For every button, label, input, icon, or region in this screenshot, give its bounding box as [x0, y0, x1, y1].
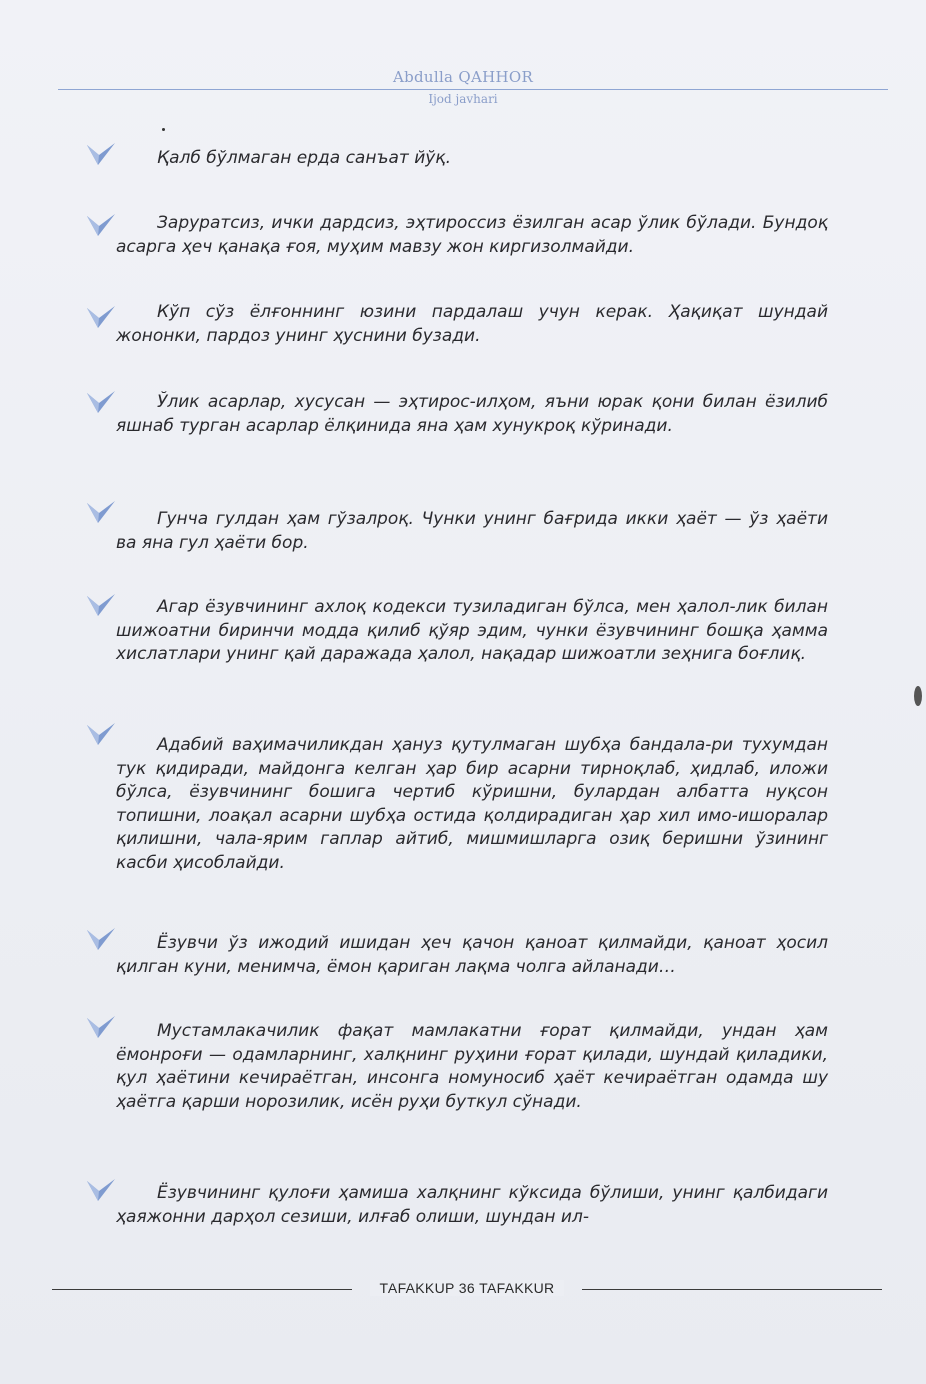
quote-paragraph: Адабий ваҳимачиликдан ҳануз қутулмаган шубҳа бандала-ри тухумдан тук қидиради, майдонга келган ҳар бир асарни тирноқлаб, ҳидлаб, иложи бўлса, ёзувчининг бошига чертиб кўришни, булардан албатта нуқсон топишни, лоақал асарни шубҳа остида қолдирадиган ҳар хил имо-ишоралар қилишни, чала-ярим гаплар айтиб, мишмишларга озиқ беришни ўзининг касби ҳисоблайди. [116, 735, 828, 873]
quote-paragraph: Ёзувчининг қулоғи ҳамиша халқнинг кўксида бўлиши, унинг қалбидаги ҳаяжонни дарҳол сезиши, илғаб олиши, шундан ил- [116, 1183, 828, 1227]
checkmark-triangle-icon [86, 593, 116, 617]
checkmark-triangle-icon [86, 305, 116, 329]
checkmark-triangle-icon [86, 500, 116, 524]
quote-paragraph: Гунча гулдан ҳам гўзалроқ. Чунки унинг бағрида икки ҳаёт — ўз ҳаёти ва яна гул ҳаёти бор. [116, 509, 828, 553]
binding-hole-mark [914, 686, 922, 706]
checkmark-triangle-icon [86, 927, 116, 951]
footer-folio-text: ТАFAKKUР 36 TAFAKKUR [370, 1280, 565, 1296]
quote-paragraph: Агар ёзувчининг ахлоқ кодекси тузиладиган бўлса, мен ҳалол-лик билан шижоатни биринчи модда қилиб қўяр эдим, чунки ёзувчининг бошқа ҳамма хислатлари унинг қай даражада ҳалол, нақадар шижоатли зеҳнига боғлиқ. [116, 597, 828, 664]
footer-folio [52, 1280, 882, 1296]
header-rule [58, 89, 888, 90]
quote-paragraph: Мустамлакачилик фақат мамлакатни ғорат қилмайди, ундан ҳам ёмонроғи — одамларнинг, халқнинг руҳини ғорат қилади, шундай қиладики, қул ҳаётини кечираётган, инсонга номуносиб ҳаёт кечираётган одамда шу ҳаётга қарши норозилик, исён руҳи буткул сўнади. [116, 1021, 828, 1112]
running-header-subtitle: Ijod javhari [428, 92, 498, 106]
page-footer [52, 1280, 882, 1300]
checkmark-triangle-icon [86, 1178, 116, 1202]
quote-paragraph: Ёзувчи ўз ижодий ишидан ҳеч қачон қаноат қилмайди, қаноат ҳосил қилган куни, менимча, ёмон қариган лақма чолга айланади… [116, 933, 828, 977]
quote-paragraph: Кўп сўз ёлғоннинг юзини пардалаш учун керак. Ҳақиқат шундай жононки, пардоз унинг ҳуснини бузади. [116, 302, 828, 346]
checkmark-triangle-icon [86, 390, 116, 414]
checkmark-triangle-icon [86, 1015, 116, 1039]
quote-paragraph: Ўлик асарлар, хусусан — эҳтирос-илҳом, яъни юрак қони билан ёзилиб яшнаб турган асарлар ёлқинида яна ҳам хунукроқ кўринади. [116, 392, 828, 436]
running-header-author: Abdulla QAHHOR [392, 68, 534, 86]
print-speck [162, 128, 165, 131]
quote-paragraph: Қалб бўлмаган ерда санъат йўқ. [157, 148, 451, 168]
quote-paragraph: Заруратсиз, ички дардсиз, эҳтироссиз ёзилган асар ўлик бўлади. Бундоқ асарга ҳеч қанақа ғоя, муҳим мавзу жон киргизолмайди. [116, 213, 828, 257]
checkmark-triangle-icon [86, 213, 116, 237]
checkmark-triangle-icon [86, 722, 116, 746]
checkmark-triangle-icon [86, 142, 116, 166]
